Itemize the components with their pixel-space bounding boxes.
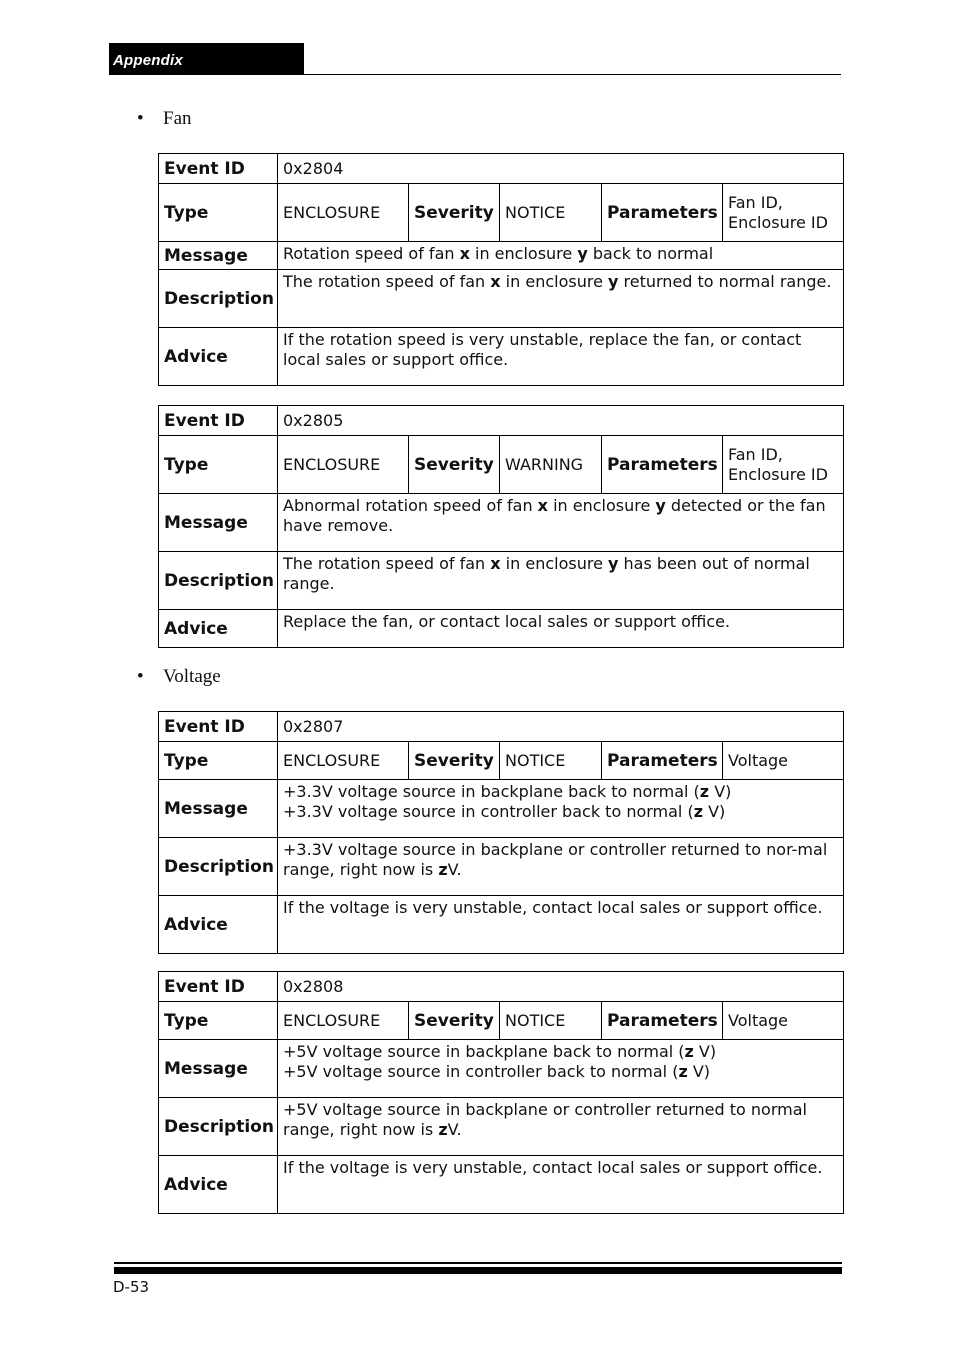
text-run: The rotation speed of fan xyxy=(283,554,491,573)
bullet-icon: • xyxy=(137,666,144,687)
severity-value: NOTICE xyxy=(500,184,602,242)
advice-label: Advice xyxy=(159,1156,278,1214)
advice-label: Advice xyxy=(159,328,278,386)
severity-label: Severity xyxy=(409,1002,500,1040)
parameters-label: Parameters xyxy=(602,436,723,494)
event-table-0x2805 xyxy=(158,405,844,648)
parameters-label: Parameters xyxy=(602,184,723,242)
variable-token: z xyxy=(678,1062,688,1081)
page-number: D-53 xyxy=(113,1278,150,1296)
text-line xyxy=(283,612,838,632)
text-line xyxy=(283,802,838,822)
variable-token: y xyxy=(608,272,619,291)
text-line xyxy=(283,1158,838,1178)
text-run: in enclosure xyxy=(469,244,578,263)
event-id-label: Event ID xyxy=(159,406,278,436)
variable-token: y xyxy=(577,244,588,263)
variable-token: z xyxy=(438,860,448,879)
description-label: Description xyxy=(159,838,278,896)
variable-token: z xyxy=(438,1120,448,1139)
text-run: +5V voltage source in backplane or controller returned to normal range, right now is xyxy=(283,1100,807,1139)
advice-label: Advice xyxy=(159,610,278,648)
text-run: +5V voltage source in controller back to normal ( xyxy=(283,1062,679,1081)
type-value: ENCLOSURE xyxy=(278,184,409,242)
message-value xyxy=(278,1040,844,1098)
event-id-value: 0x2805 xyxy=(278,406,844,436)
text-run: V) xyxy=(687,1062,711,1081)
text-run: Replace the fan, or contact local sales or support office. xyxy=(283,612,731,631)
header-rule xyxy=(304,74,841,75)
variable-token: y xyxy=(608,554,619,573)
text-line xyxy=(283,782,838,802)
message-label: Message xyxy=(159,494,278,552)
text-run: +5V voltage source in backplane back to normal ( xyxy=(283,1042,685,1061)
event-id-label: Event ID xyxy=(159,154,278,184)
message-value xyxy=(278,780,844,838)
variable-token: z xyxy=(684,1042,694,1061)
parameters-value: Voltage xyxy=(723,742,844,780)
advice-value xyxy=(278,1156,844,1214)
text-run: V) xyxy=(703,802,726,821)
type-label: Type xyxy=(159,184,278,242)
text-line xyxy=(283,554,838,594)
description-value xyxy=(278,552,844,610)
event-id-label: Event ID xyxy=(159,972,278,1002)
severity-value: WARNING xyxy=(500,436,602,494)
section-title-fan: Fan xyxy=(163,108,192,129)
text-run: in enclosure xyxy=(548,496,656,515)
description-label: Description xyxy=(159,1098,278,1156)
text-run: returned to normal range. xyxy=(618,272,832,291)
header-section-label: Appendix xyxy=(113,52,183,69)
text-run: detected or the fan have remove. xyxy=(283,496,826,535)
text-line xyxy=(283,1042,838,1062)
text-run: V. xyxy=(447,860,462,879)
text-line xyxy=(283,840,838,880)
event-id-value: 0x2804 xyxy=(278,154,844,184)
advice-value xyxy=(278,328,844,386)
variable-token: x xyxy=(490,554,501,573)
severity-label: Severity xyxy=(409,184,500,242)
text-line xyxy=(283,330,838,370)
advice-label: Advice xyxy=(159,896,278,954)
text-run: +3.3V voltage source in controller back to normal ( xyxy=(283,802,694,821)
event-table-0x2808 xyxy=(158,971,844,1214)
type-value: ENCLOSURE xyxy=(278,1002,409,1040)
message-value xyxy=(278,242,844,270)
severity-value: NOTICE xyxy=(500,1002,602,1040)
text-run: has been out of normal range. xyxy=(283,554,810,593)
advice-value xyxy=(278,896,844,954)
text-run: If the voltage is very unstable, contact local sales or support office. xyxy=(283,898,823,917)
variable-token: z xyxy=(693,802,704,821)
footer-rule-thin xyxy=(114,1262,842,1264)
text-line xyxy=(283,898,838,918)
footer-rule-thick xyxy=(114,1267,842,1274)
event-id-value: 0x2807 xyxy=(278,712,844,742)
text-run: in enclosure xyxy=(500,272,608,291)
variable-token: z xyxy=(699,782,710,801)
text-run: If the voltage is very unstable, contact local sales or support office. xyxy=(283,1158,823,1177)
advice-value xyxy=(278,610,844,648)
section-voltage xyxy=(137,666,221,688)
header-section-bar xyxy=(109,43,304,75)
event-id-value: 0x2808 xyxy=(278,972,844,1002)
text-run: Abnormal rotation speed of fan xyxy=(283,496,538,515)
text-run: V) xyxy=(709,782,732,801)
type-label: Type xyxy=(159,1002,278,1040)
description-value xyxy=(278,270,844,328)
text-line xyxy=(283,496,838,536)
text-run: V) xyxy=(693,1042,717,1061)
description-label: Description xyxy=(159,270,278,328)
parameters-value: Fan ID, Enclosure ID xyxy=(723,184,844,242)
description-value xyxy=(278,838,844,896)
type-label: Type xyxy=(159,436,278,494)
message-label: Message xyxy=(159,780,278,838)
text-run: Rotation speed of fan xyxy=(283,244,460,263)
variable-token: x xyxy=(459,244,470,263)
type-label: Type xyxy=(159,742,278,780)
text-run: The rotation speed of fan xyxy=(283,272,491,291)
variable-token: x xyxy=(537,496,548,515)
variable-token: y xyxy=(655,496,666,515)
text-run: +3.3V voltage source in backplane back to normal ( xyxy=(283,782,700,801)
severity-label: Severity xyxy=(409,742,500,780)
text-line xyxy=(283,272,838,292)
description-label: Description xyxy=(159,552,278,610)
section-title-voltage: Voltage xyxy=(163,666,221,687)
type-value: ENCLOSURE xyxy=(278,436,409,494)
type-value: ENCLOSURE xyxy=(278,742,409,780)
section-fan xyxy=(137,108,192,130)
text-run: +3.3V voltage source in backplane or controller returned to nor-mal range, right now is xyxy=(283,840,828,879)
variable-token: x xyxy=(490,272,501,291)
parameters-label: Parameters xyxy=(602,1002,723,1040)
event-table-0x2804 xyxy=(158,153,844,386)
text-run: back to normal xyxy=(587,244,714,263)
text-run: If the rotation speed is very unstable, replace the fan, or contact local sales or support office. xyxy=(283,330,802,369)
text-line xyxy=(283,1062,838,1082)
text-line xyxy=(283,1100,838,1140)
description-value xyxy=(278,1098,844,1156)
message-value xyxy=(278,494,844,552)
text-run: V. xyxy=(447,1120,462,1139)
severity-label: Severity xyxy=(409,436,500,494)
message-label: Message xyxy=(159,242,278,270)
parameters-value: Voltage xyxy=(723,1002,844,1040)
parameters-label: Parameters xyxy=(602,742,723,780)
event-id-label: Event ID xyxy=(159,712,278,742)
text-line xyxy=(283,244,838,264)
event-table-0x2807 xyxy=(158,711,844,954)
bullet-icon: • xyxy=(137,108,144,129)
severity-value: NOTICE xyxy=(500,742,602,780)
message-label: Message xyxy=(159,1040,278,1098)
parameters-value: Fan ID, Enclosure ID xyxy=(723,436,844,494)
text-run: in enclosure xyxy=(500,554,608,573)
